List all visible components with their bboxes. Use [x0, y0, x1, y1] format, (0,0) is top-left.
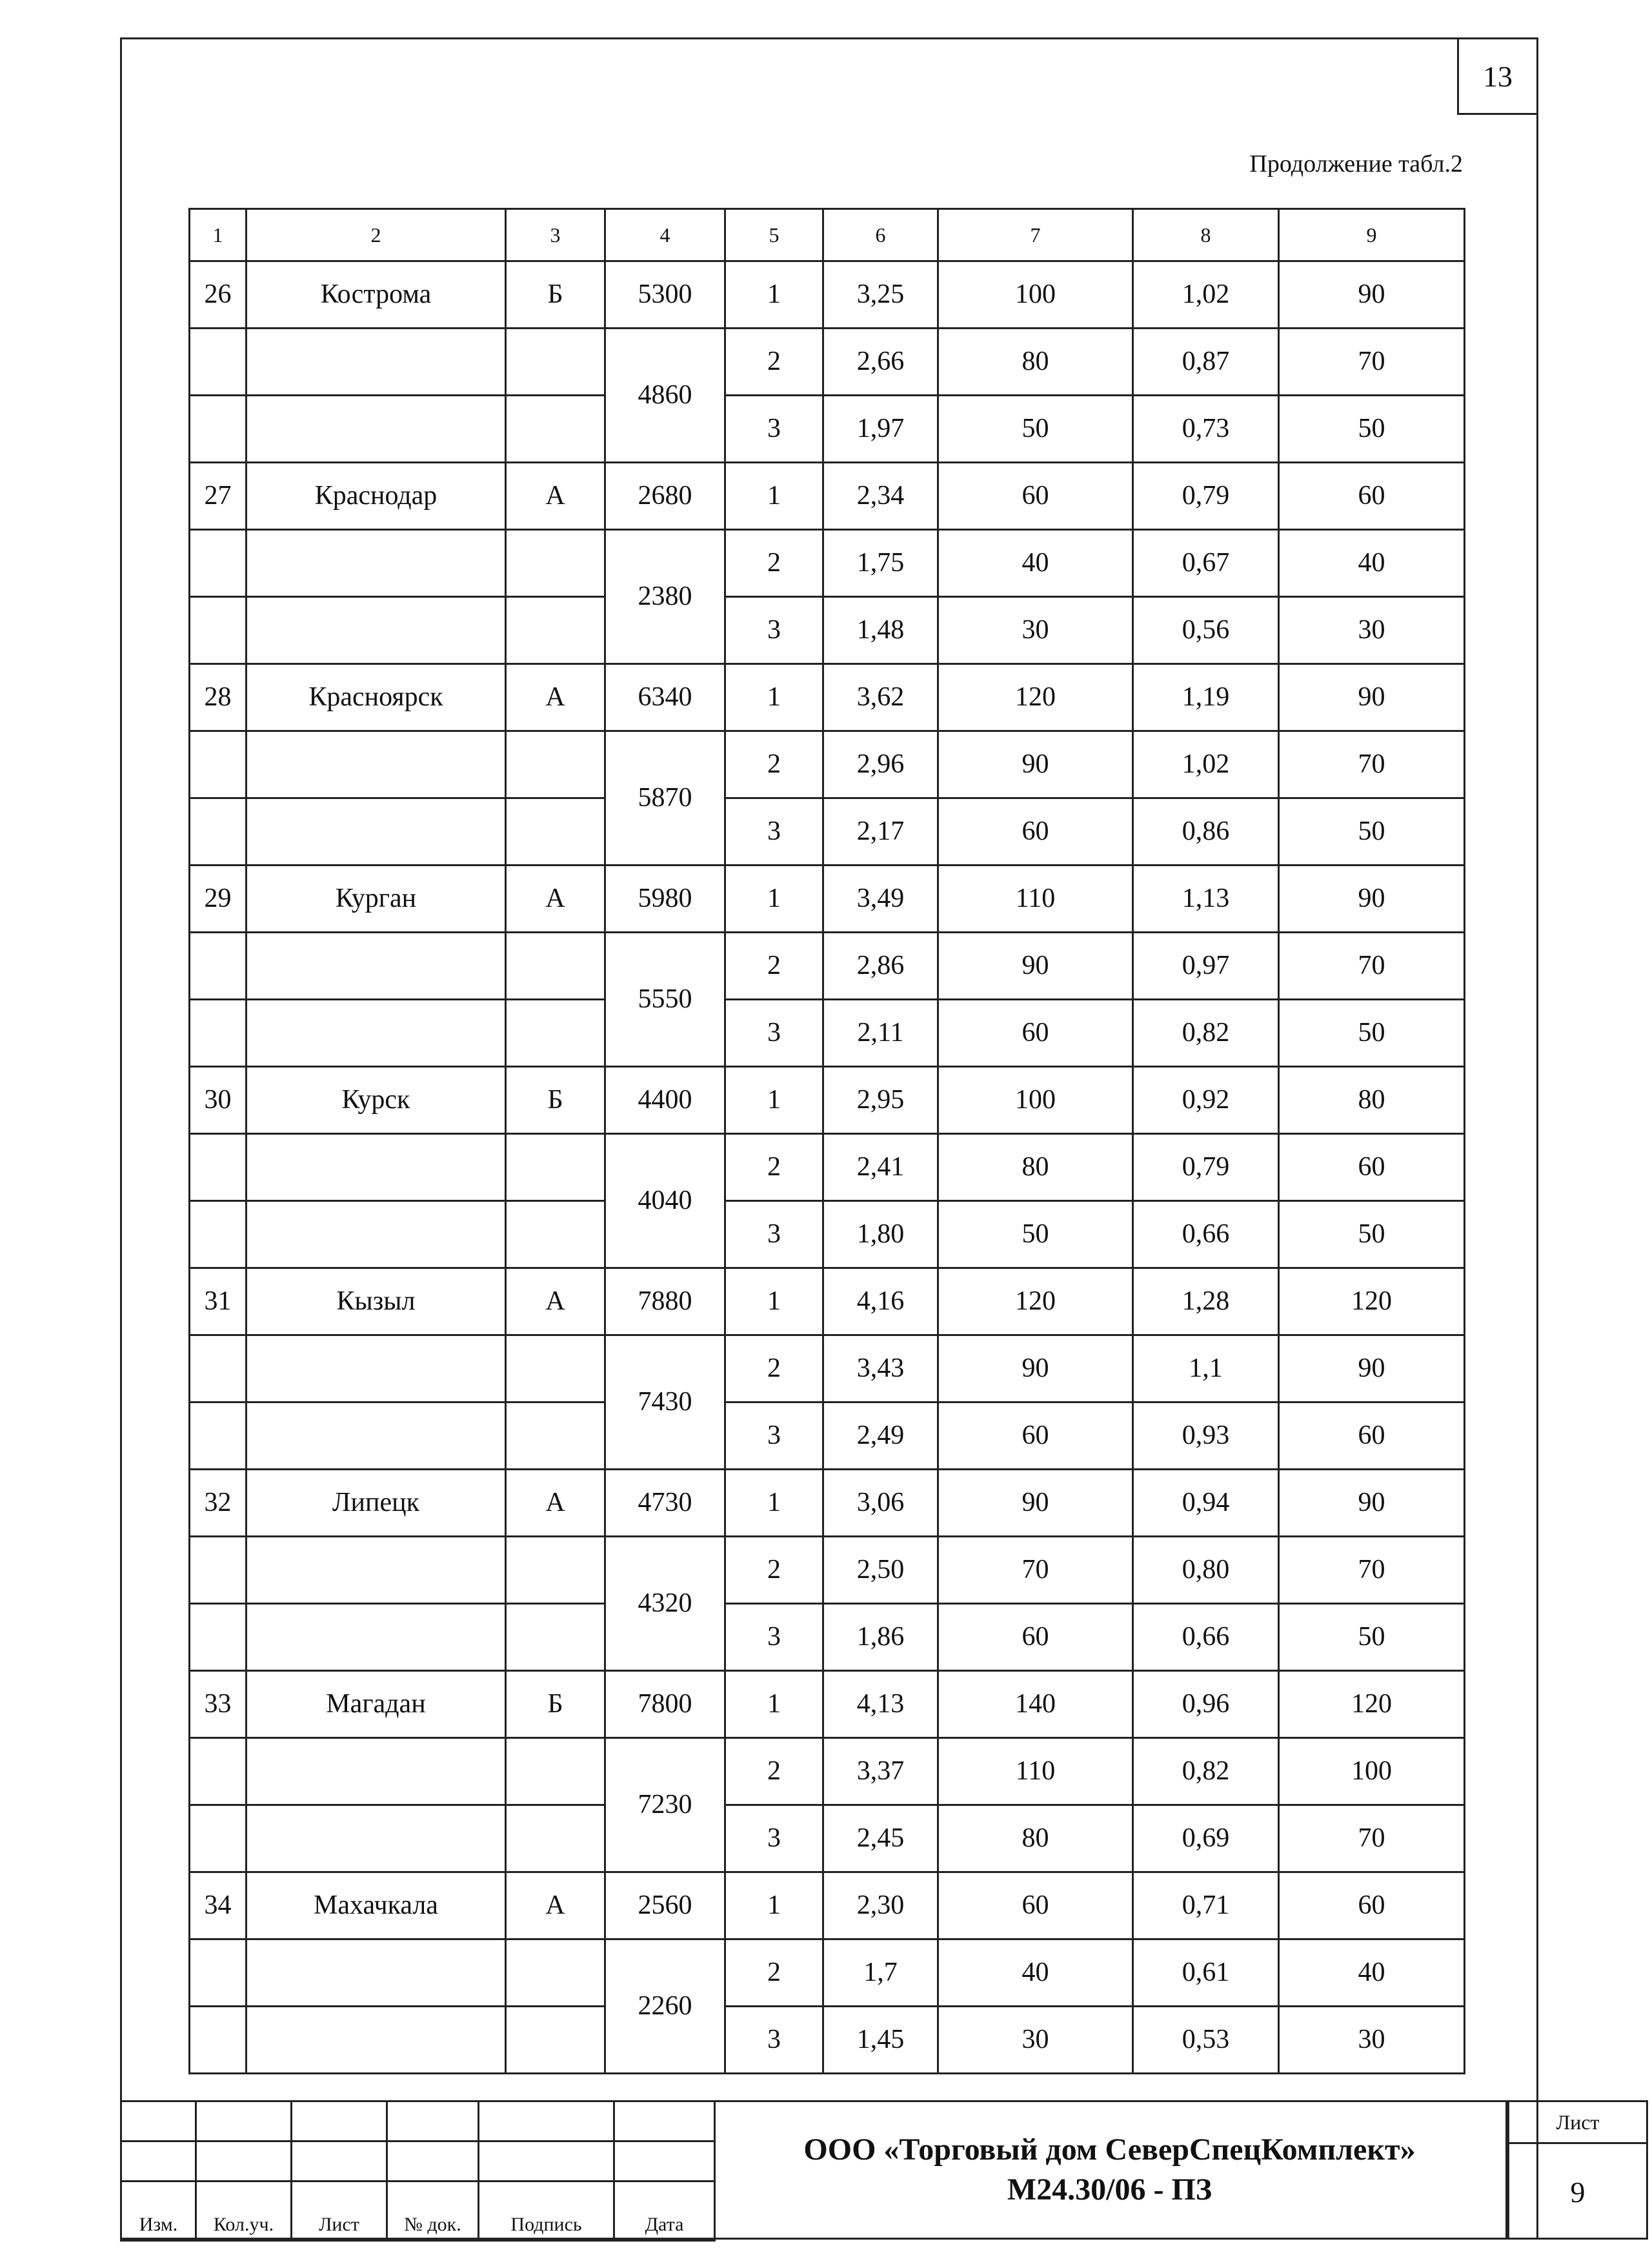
- column-9-value: 80: [1279, 1066, 1465, 1133]
- stamp-label-signature: Подпись: [479, 2182, 614, 2241]
- table-row: [190, 1737, 1465, 1805]
- table-row: [190, 1469, 1465, 1536]
- category: А: [506, 462, 605, 529]
- category: А: [506, 1469, 605, 1536]
- stamp-label-doc-number: № док.: [387, 2182, 479, 2241]
- empty-cell: [506, 1805, 605, 1872]
- column-7-value: 30: [938, 2006, 1133, 2073]
- empty-cell: [246, 1805, 506, 1872]
- column-8-value: 0,94: [1133, 1469, 1279, 1536]
- city-name: Магадан: [246, 1670, 506, 1737]
- empty-cell: [506, 529, 605, 596]
- column-4-value: 7880: [605, 1268, 725, 1335]
- column-5-value: 1: [725, 1872, 823, 1939]
- column-6-value: 3,62: [823, 663, 938, 731]
- row-number: 34: [190, 1872, 246, 1939]
- column-4-value: 4730: [605, 1469, 725, 1536]
- column-8-value: 0,61: [1133, 1939, 1279, 2006]
- column-8-value: 1,19: [1133, 663, 1279, 731]
- table-row: [190, 1603, 1465, 1670]
- column-8-value: 1,1: [1133, 1335, 1279, 1402]
- table-row: [190, 865, 1465, 932]
- column-number: 7: [938, 209, 1133, 261]
- column-8-value: 0,67: [1133, 529, 1279, 596]
- column-7-value: 40: [938, 529, 1133, 596]
- empty-cell: [246, 395, 506, 462]
- category: А: [506, 1872, 605, 1939]
- empty-cell: [246, 999, 506, 1066]
- column-9-value: 30: [1279, 2006, 1465, 2073]
- row-number: 31: [190, 1268, 246, 1335]
- column-6-value: 1,48: [823, 596, 938, 663]
- column-4-value: 2680: [605, 462, 725, 529]
- column-number: 4: [605, 209, 725, 261]
- category: Б: [506, 1670, 605, 1737]
- column-9-value: 100: [1279, 1737, 1465, 1805]
- empty-cell: [506, 932, 605, 999]
- table-row: [190, 932, 1465, 999]
- column-4-value: 5300: [605, 261, 725, 328]
- column-8-value: 0,93: [1133, 1402, 1279, 1469]
- column-4-value: 2260: [605, 1939, 725, 2073]
- column-4-value: 5870: [605, 731, 725, 865]
- column-8-value: 0,69: [1133, 1805, 1279, 1872]
- city-name: Краснодар: [246, 462, 506, 529]
- column-4-value: 4860: [605, 328, 725, 462]
- column-6-value: 2,95: [823, 1066, 938, 1133]
- column-7-value: 110: [938, 865, 1133, 932]
- column-7-value: 100: [938, 1066, 1133, 1133]
- empty-cell: [246, 1737, 506, 1805]
- column-9-value: 70: [1279, 1536, 1465, 1603]
- column-8-value: 0,53: [1133, 2006, 1279, 2073]
- column-5-value: 1: [725, 865, 823, 932]
- empty-cell: [190, 1133, 246, 1200]
- column-8-value: 0,87: [1133, 328, 1279, 395]
- column-5-value: 2: [725, 1737, 823, 1805]
- column-7-value: 80: [938, 328, 1133, 395]
- empty-cell: [190, 328, 246, 395]
- column-number: 6: [823, 209, 938, 261]
- column-7-value: 60: [938, 999, 1133, 1066]
- column-8-value: 0,82: [1133, 1737, 1279, 1805]
- table-row: [190, 663, 1465, 731]
- column-6-value: 1,45: [823, 2006, 938, 2073]
- city-name: Кызыл: [246, 1268, 506, 1335]
- empty-cell: [190, 1603, 246, 1670]
- column-8-value: 0,56: [1133, 596, 1279, 663]
- column-6-value: 2,11: [823, 999, 938, 1066]
- title-block: [120, 2100, 1600, 2240]
- empty-cell: [246, 1335, 506, 1402]
- column-6-value: 3,49: [823, 865, 938, 932]
- column-8-value: 0,79: [1133, 1133, 1279, 1200]
- column-7-value: 90: [938, 1469, 1133, 1536]
- column-6-value: 1,97: [823, 395, 938, 462]
- column-6-value: 2,96: [823, 731, 938, 798]
- column-4-value: 4320: [605, 1536, 725, 1670]
- empty-cell: [246, 2006, 506, 2073]
- sheet-box: [1507, 2100, 1648, 2240]
- column-7-value: 80: [938, 1133, 1133, 1200]
- column-7-value: 30: [938, 596, 1133, 663]
- table-row: [190, 1939, 1465, 2006]
- empty-cell: [246, 932, 506, 999]
- row-number: 26: [190, 261, 246, 328]
- column-5-value: 1: [725, 1469, 823, 1536]
- document-code: М24.30/06 - ПЗ: [1007, 2172, 1212, 2207]
- column-5-value: 2: [725, 1335, 823, 1402]
- empty-cell: [190, 1335, 246, 1402]
- row-number: 29: [190, 865, 246, 932]
- empty-cell: [506, 731, 605, 798]
- table-row: [190, 999, 1465, 1066]
- empty-cell: [506, 798, 605, 865]
- empty-cell: [246, 1536, 506, 1603]
- column-7-value: 110: [938, 1737, 1133, 1805]
- column-7-value: 90: [938, 731, 1133, 798]
- column-7-value: 40: [938, 1939, 1133, 2006]
- column-9-value: 40: [1279, 1939, 1465, 2006]
- empty-cell: [506, 395, 605, 462]
- column-number-row: [190, 209, 1465, 261]
- column-9-value: 90: [1279, 1469, 1465, 1536]
- column-5-value: 2: [725, 932, 823, 999]
- column-6-value: 3,06: [823, 1469, 938, 1536]
- empty-cell: [506, 328, 605, 395]
- empty-cell: [506, 1939, 605, 2006]
- column-6-value: 2,30: [823, 1872, 938, 1939]
- company-name: ООО «Торговый дом СеверСпецКомплект»: [803, 2132, 1416, 2167]
- column-5-value: 3: [725, 395, 823, 462]
- column-5-value: 3: [725, 2006, 823, 2073]
- city-name: Махачкала: [246, 1872, 506, 1939]
- empty-cell: [190, 1402, 246, 1469]
- empty-cell: [190, 1536, 246, 1603]
- column-4-value: 7430: [605, 1335, 725, 1469]
- column-6-value: 3,37: [823, 1737, 938, 1805]
- column-9-value: 90: [1279, 261, 1465, 328]
- column-7-value: 60: [938, 1872, 1133, 1939]
- empty-cell: [190, 2006, 246, 2073]
- column-4-value: 6340: [605, 663, 725, 731]
- column-6-value: 2,66: [823, 328, 938, 395]
- column-9-value: 60: [1279, 462, 1465, 529]
- empty-cell: [246, 1402, 506, 1469]
- column-4-value: 5550: [605, 932, 725, 1066]
- column-7-value: 140: [938, 1670, 1133, 1737]
- column-7-value: 120: [938, 1268, 1133, 1335]
- column-8-value: 0,73: [1133, 395, 1279, 462]
- stamp-label-change: Изм.: [121, 2182, 196, 2241]
- column-8-value: 0,66: [1133, 1200, 1279, 1268]
- column-6-value: 1,75: [823, 529, 938, 596]
- empty-cell: [506, 1200, 605, 1268]
- empty-cell: [190, 798, 246, 865]
- stamp-label-sheet: Лист: [292, 2182, 387, 2241]
- column-9-value: 30: [1279, 596, 1465, 663]
- column-7-value: 90: [938, 932, 1133, 999]
- column-4-value: 4040: [605, 1133, 725, 1268]
- column-6-value: 2,17: [823, 798, 938, 865]
- column-8-value: 1,02: [1133, 731, 1279, 798]
- column-5-value: 1: [725, 1066, 823, 1133]
- empty-cell: [506, 999, 605, 1066]
- empty-cell: [246, 596, 506, 663]
- column-9-value: 60: [1279, 1872, 1465, 1939]
- column-6-value: 4,13: [823, 1670, 938, 1737]
- empty-cell: [506, 1402, 605, 1469]
- empty-cell: [190, 932, 246, 999]
- sheet-number: 9: [1570, 2175, 1585, 2209]
- table-row: [190, 1200, 1465, 1268]
- empty-cell: [246, 328, 506, 395]
- empty-cell: [190, 731, 246, 798]
- page-number: 13: [1457, 37, 1538, 115]
- column-8-value: 0,82: [1133, 999, 1279, 1066]
- empty-cell: [246, 529, 506, 596]
- column-5-value: 3: [725, 1805, 823, 1872]
- column-7-value: 60: [938, 1603, 1133, 1670]
- column-9-value: 70: [1279, 1805, 1465, 1872]
- column-number: 1: [190, 209, 246, 261]
- row-number: 30: [190, 1066, 246, 1133]
- category: А: [506, 865, 605, 932]
- column-6-value: 2,86: [823, 932, 938, 999]
- category: Б: [506, 261, 605, 328]
- column-5-value: 2: [725, 1939, 823, 2006]
- empty-cell: [506, 1335, 605, 1402]
- empty-cell: [190, 529, 246, 596]
- column-7-value: 60: [938, 1402, 1133, 1469]
- empty-cell: [506, 2006, 605, 2073]
- column-9-value: 120: [1279, 1268, 1465, 1335]
- column-8-value: 0,86: [1133, 798, 1279, 865]
- column-5-value: 3: [725, 596, 823, 663]
- table-row: [190, 1872, 1465, 1939]
- empty-cell: [246, 1939, 506, 2006]
- column-5-value: 1: [725, 1268, 823, 1335]
- empty-cell: [190, 596, 246, 663]
- column-4-value: 4400: [605, 1066, 725, 1133]
- column-7-value: 60: [938, 798, 1133, 865]
- row-number: 33: [190, 1670, 246, 1737]
- city-name: Курск: [246, 1066, 506, 1133]
- column-8-value: 0,71: [1133, 1872, 1279, 1939]
- column-5-value: 1: [725, 261, 823, 328]
- column-7-value: 50: [938, 395, 1133, 462]
- table-row: [190, 529, 1465, 596]
- column-6-value: 2,49: [823, 1402, 938, 1469]
- empty-cell: [246, 798, 506, 865]
- column-9-value: 50: [1279, 1603, 1465, 1670]
- table-row: [190, 2006, 1465, 2073]
- empty-cell: [246, 1200, 506, 1268]
- column-number: 3: [506, 209, 605, 261]
- stamp-label-count: Кол.уч.: [196, 2182, 292, 2241]
- column-number: 2: [246, 209, 506, 261]
- company-block: [714, 2100, 1507, 2240]
- empty-cell: [246, 731, 506, 798]
- column-5-value: 2: [725, 1133, 823, 1200]
- column-7-value: 80: [938, 1805, 1133, 1872]
- table-row: [190, 1335, 1465, 1402]
- table-row: [190, 1268, 1465, 1335]
- table-row: [190, 798, 1465, 865]
- table-row: [190, 1805, 1465, 1872]
- column-6-value: 1,80: [823, 1200, 938, 1268]
- column-number: 9: [1279, 209, 1465, 261]
- column-9-value: 90: [1279, 663, 1465, 731]
- column-5-value: 2: [725, 529, 823, 596]
- column-8-value: 0,80: [1133, 1536, 1279, 1603]
- empty-cell: [506, 1133, 605, 1200]
- column-9-value: 90: [1279, 1335, 1465, 1402]
- table-row: [190, 261, 1465, 328]
- column-5-value: 1: [725, 1670, 823, 1737]
- table-continuation-label: Продолжение табл.2: [1249, 150, 1463, 177]
- column-8-value: 0,66: [1133, 1603, 1279, 1670]
- row-number: 28: [190, 663, 246, 731]
- column-5-value: 2: [725, 1536, 823, 1603]
- column-9-value: 50: [1279, 395, 1465, 462]
- column-7-value: 60: [938, 462, 1133, 529]
- column-8-value: 0,79: [1133, 462, 1279, 529]
- empty-cell: [246, 1603, 506, 1670]
- column-7-value: 120: [938, 663, 1133, 731]
- column-9-value: 40: [1279, 529, 1465, 596]
- column-8-value: 1,13: [1133, 865, 1279, 932]
- table-row: [190, 1670, 1465, 1737]
- row-number: 32: [190, 1469, 246, 1536]
- column-5-value: 2: [725, 731, 823, 798]
- table-row: [190, 1066, 1465, 1133]
- column-number: 5: [725, 209, 823, 261]
- empty-cell: [190, 1939, 246, 2006]
- column-5-value: 3: [725, 999, 823, 1066]
- column-9-value: 60: [1279, 1402, 1465, 1469]
- column-9-value: 70: [1279, 932, 1465, 999]
- table-row: [190, 1402, 1465, 1469]
- row-number: 27: [190, 462, 246, 529]
- column-5-value: 3: [725, 1603, 823, 1670]
- column-5-value: 3: [725, 798, 823, 865]
- column-6-value: 4,16: [823, 1268, 938, 1335]
- column-6-value: 2,45: [823, 1805, 938, 1872]
- city-name: Кострома: [246, 261, 506, 328]
- data-table: [188, 208, 1465, 2074]
- column-8-value: 0,92: [1133, 1066, 1279, 1133]
- city-name: Липецк: [246, 1469, 506, 1536]
- empty-cell: [190, 395, 246, 462]
- empty-cell: [506, 1603, 605, 1670]
- column-9-value: 70: [1279, 731, 1465, 798]
- column-8-value: 1,28: [1133, 1268, 1279, 1335]
- column-9-value: 90: [1279, 865, 1465, 932]
- column-8-value: 0,96: [1133, 1670, 1279, 1737]
- column-5-value: 1: [725, 663, 823, 731]
- column-4-value: 5980: [605, 865, 725, 932]
- revision-grid: [120, 2100, 716, 2242]
- table-row: [190, 1133, 1465, 1200]
- table-row: [190, 462, 1465, 529]
- category: А: [506, 663, 605, 731]
- empty-cell: [506, 1536, 605, 1603]
- empty-cell: [190, 999, 246, 1066]
- column-4-value: 2380: [605, 529, 725, 663]
- column-6-value: 2,50: [823, 1536, 938, 1603]
- column-6-value: 1,7: [823, 1939, 938, 2006]
- column-5-value: 2: [725, 328, 823, 395]
- sheet-label: Лист: [1509, 2102, 1646, 2144]
- column-number: 8: [1133, 209, 1279, 261]
- column-9-value: 50: [1279, 798, 1465, 865]
- empty-cell: [190, 1200, 246, 1268]
- column-5-value: 3: [725, 1402, 823, 1469]
- column-7-value: 70: [938, 1536, 1133, 1603]
- column-7-value: 100: [938, 261, 1133, 328]
- column-4-value: 7800: [605, 1670, 725, 1737]
- column-5-value: 3: [725, 1200, 823, 1268]
- column-7-value: 50: [938, 1200, 1133, 1268]
- table-row: [190, 395, 1465, 462]
- table-row: [190, 731, 1465, 798]
- table-row: [190, 328, 1465, 395]
- column-6-value: 2,34: [823, 462, 938, 529]
- city-name: Красноярск: [246, 663, 506, 731]
- category: Б: [506, 1066, 605, 1133]
- column-8-value: 0,97: [1133, 932, 1279, 999]
- column-6-value: 1,86: [823, 1603, 938, 1670]
- column-6-value: 3,43: [823, 1335, 938, 1402]
- empty-cell: [246, 1133, 506, 1200]
- table-row: [190, 596, 1465, 663]
- empty-cell: [506, 1737, 605, 1805]
- column-9-value: 50: [1279, 999, 1465, 1066]
- empty-cell: [190, 1805, 246, 1872]
- column-4-value: 7230: [605, 1737, 725, 1872]
- column-9-value: 60: [1279, 1133, 1465, 1200]
- column-9-value: 50: [1279, 1200, 1465, 1268]
- category: А: [506, 1268, 605, 1335]
- column-5-value: 1: [725, 462, 823, 529]
- table-row: [190, 1536, 1465, 1603]
- column-9-value: 120: [1279, 1670, 1465, 1737]
- column-6-value: 2,41: [823, 1133, 938, 1200]
- empty-cell: [190, 1737, 246, 1805]
- column-8-value: 1,02: [1133, 261, 1279, 328]
- stamp-label-date: Дата: [614, 2182, 715, 2241]
- column-4-value: 2560: [605, 1872, 725, 1939]
- column-7-value: 90: [938, 1335, 1133, 1402]
- city-name: Курган: [246, 865, 506, 932]
- column-9-value: 70: [1279, 328, 1465, 395]
- column-6-value: 3,25: [823, 261, 938, 328]
- empty-cell: [506, 596, 605, 663]
